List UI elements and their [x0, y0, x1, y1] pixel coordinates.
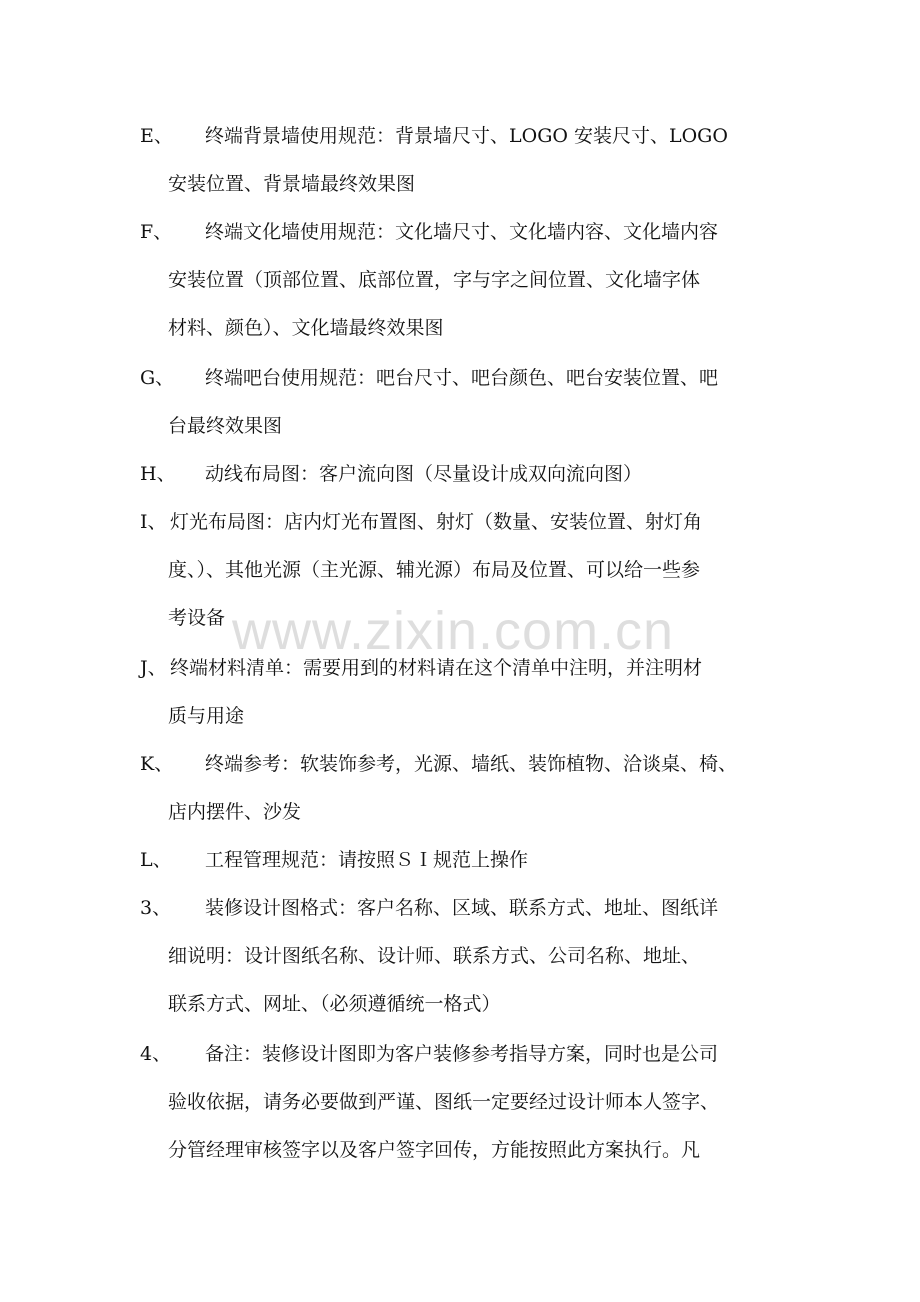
item-text: 装修设计图格式：客户名称、区域、联系方式、地址、图纸详 [205, 897, 719, 919]
watermark: www.zixin.com.cn [232, 601, 675, 661]
item-text: 联系方式、网址、（必须遵循统一格式） [168, 993, 501, 1015]
item-text: 终端文化墙使用规范：文化墙尺寸、文化墙内容、文化墙内容 [205, 221, 719, 243]
item-text: 台最终效果图 [168, 415, 283, 437]
item-text: 安装位置、背景墙最终效果图 [168, 173, 416, 195]
item-text: 质与用途 [168, 705, 245, 727]
item-marker: I、 [140, 511, 167, 533]
item-text: 店内摆件、沙发 [168, 801, 302, 823]
item-marker: 4、 [140, 1043, 172, 1065]
item-marker: G、 [140, 367, 175, 389]
item-text: 验收依据，请务必要做到严谨、图纸一定要经过设计师本人签字、 [168, 1091, 720, 1113]
item-marker: 3、 [140, 897, 172, 919]
item-text: 灯光布局图：店内灯光布置图、射灯（数量、安装位置、射灯角 [170, 511, 703, 533]
item-text: 度、）、其他光源（主光源、辅光源）布局及位置、可以给一些参 [168, 559, 701, 581]
item-text: 终端吧台使用规范：吧台尺寸、吧台颜色、吧台安装位置、吧 [205, 367, 719, 389]
item-marker: H、 [140, 463, 176, 485]
item-text: 细说明：设计图纸名称、设计师、联系方式、公司名称、地址、 [168, 945, 701, 967]
item-marker: J、 [140, 657, 167, 679]
item-text: 材料、颜色）、文化墙最终效果图 [168, 317, 444, 339]
item-text: 考设备 [168, 607, 226, 629]
item-text: 动线布局图：客户流向图（尽量设计成双向流向图） [205, 463, 643, 485]
item-text: 终端参考：软装饰参考，光源、墙纸、装饰植物、洽谈桌、椅、 [205, 753, 738, 775]
item-text: 安装位置（顶部位置、底部位置，字与字之间位置、文化墙字体 [168, 269, 701, 291]
item-text: 工程管理规范：请按照ＳＩ规范上操作 [205, 849, 529, 871]
item-text: 分管经理审核签字以及客户签字回传，方能按照此方案执行。凡 [168, 1139, 701, 1161]
item-text: 终端材料清单：需要用到的材料请在这个清单中注明，并注明材 [170, 657, 703, 679]
item-text: 终端背景墙使用规范：背景墙尺寸、LOGO 安装尺寸、LOGO [205, 125, 728, 147]
item-marker: K、 [140, 753, 174, 775]
item-marker: E、 [140, 125, 173, 147]
item-marker: L、 [140, 849, 172, 871]
item-marker: F、 [140, 221, 173, 243]
item-text: 备注：装修设计图即为客户装修参考指导方案，同时也是公司 [205, 1043, 719, 1065]
